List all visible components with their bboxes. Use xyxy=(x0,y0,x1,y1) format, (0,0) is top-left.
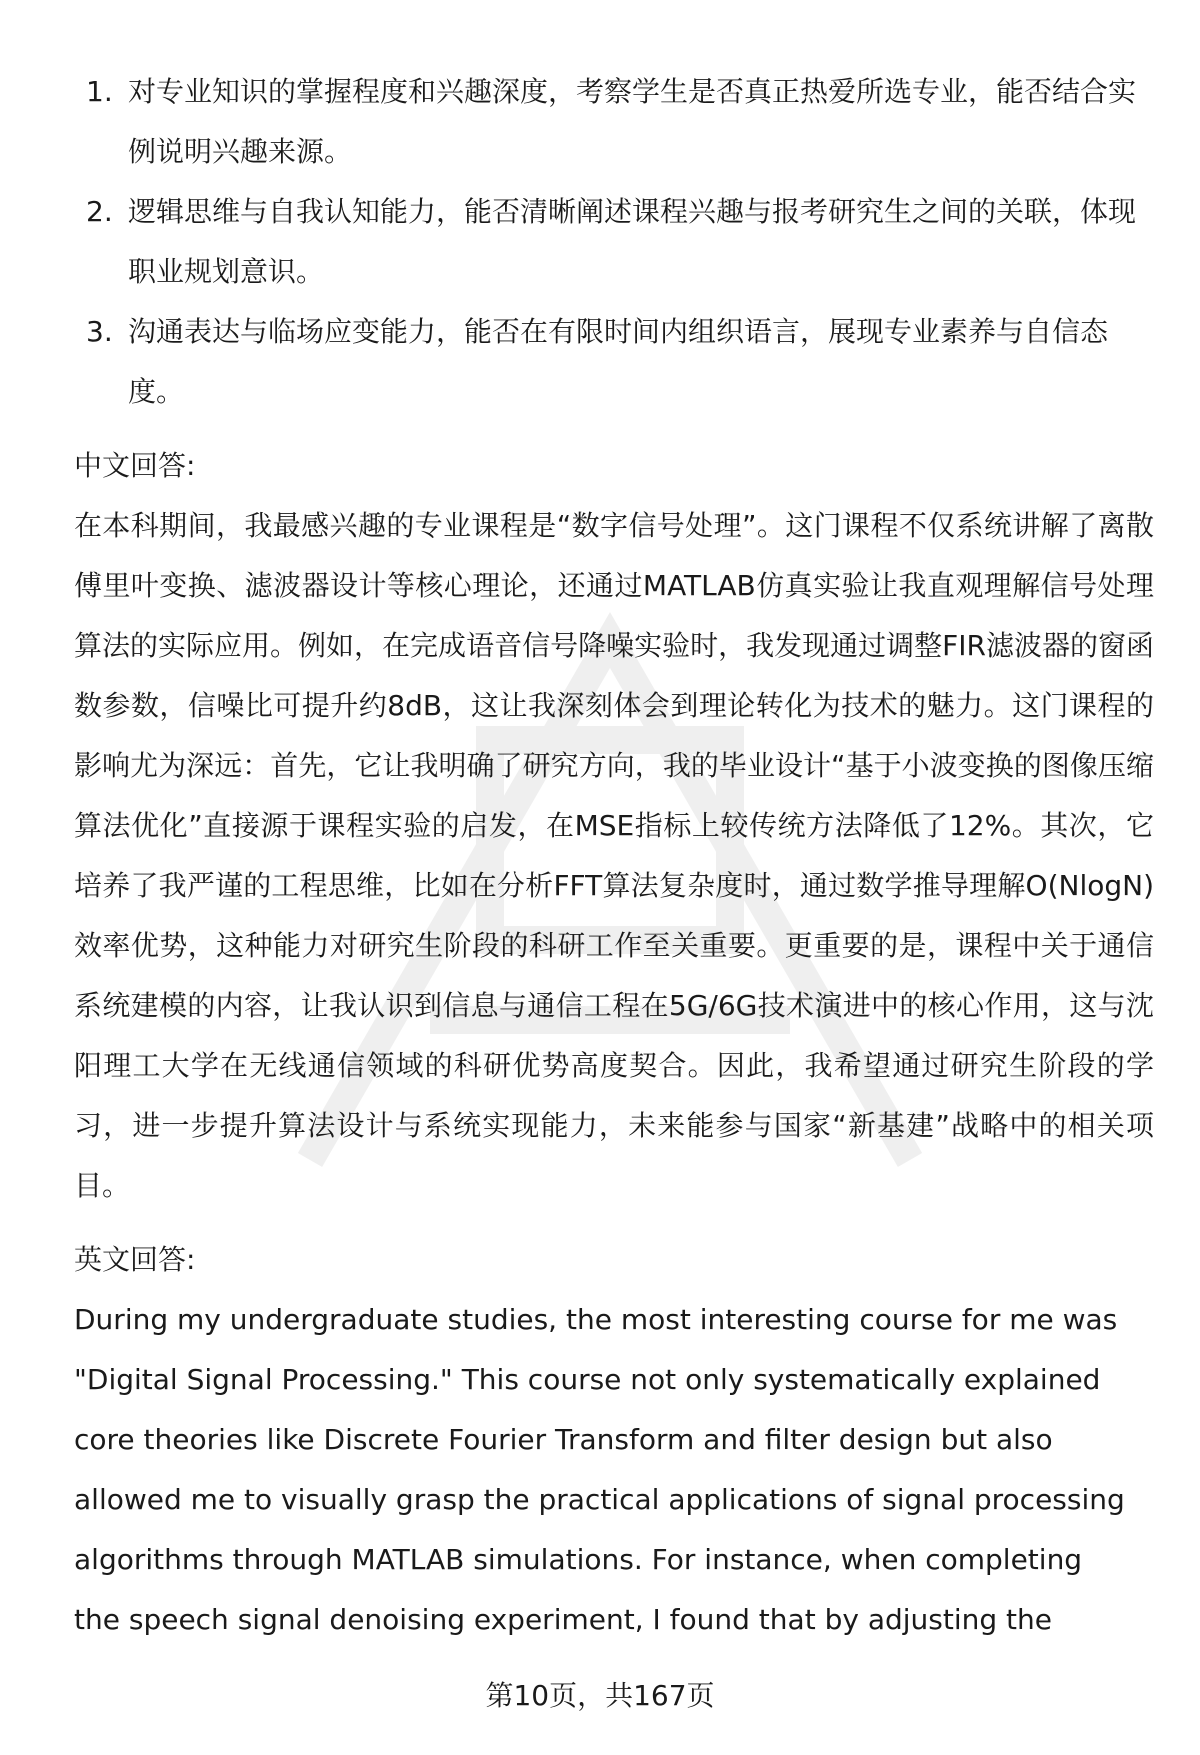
english-answer-line: allowed me to visually grasp the practical applications of signal processing xyxy=(74,1483,1125,1516)
list-item xyxy=(74,62,1154,182)
list-item-text: 逻辑思维与自我认知能力，能否清晰阐述课程兴趣与报考研究生之间的关联，体现职业规划意识。 xyxy=(128,195,1137,288)
list-item-text: 对专业知识的掌握程度和兴趣深度，考察学生是否真正热爱所选专业，能否结合实例说明兴趣来源。 xyxy=(128,75,1137,168)
list-item-text: 沟通表达与临场应变能力，能否在有限时间内组织语言，展现专业素养与自信态度。 xyxy=(128,315,1109,408)
english-answer-line: During my undergraduate studies, the most interesting course for me was xyxy=(74,1303,1118,1336)
list-item-number: 2. xyxy=(86,195,113,228)
list-item-number: 3. xyxy=(86,315,113,348)
chinese-answer-label: 中文回答: xyxy=(74,449,196,482)
english-answer-line: algorithms through MATLAB simulations. For instance, when completing xyxy=(74,1543,1083,1576)
english-answer-text xyxy=(74,1290,1154,1650)
list-item xyxy=(74,302,1154,422)
page-number-footer: 第10页，共167页 xyxy=(485,1679,715,1712)
english-answer-label: 英文回答: xyxy=(74,1243,196,1276)
english-answer-line: the speech signal denoising experiment, I found that by adjusting the xyxy=(74,1603,1052,1636)
english-answer-line: "Digital Signal Processing." This course not only systematically explained xyxy=(74,1363,1101,1396)
list-item-number: 1. xyxy=(86,75,113,108)
chinese-answer-text: 在本科期间，我最感兴趣的专业课程是“数字信号处理”。这门课程不仅系统讲解了离散傅里叶变换、滤波器设计等核心理论，还通过MATLAB仿真实验让我直观理解信号处理算法的实际应用。例如，在完成语音信号降噪实验时，我发现通过调整FIR滤波器的窗函数参数，信噪比可提升约8dB，这让我深刻体会到理论转化为技术的魅力。这门课程的影响尤为深远：首先，它让我明确了研究方向，我的毕业设计“基于小波变换的图像压缩算法优化”直接源于课程实验的启发，在MSE指标上较传统方法降低了12%。其次，它培养了我严谨的工程思维，比如在分析FFT算法复杂度时，通过数学推导理解O(NlogN)效率优势，这种能力对研究生阶段的科研工作至关重要。更重要的是，课程中关于通信系统建模的内容，让我认识到信息与通信工程在5G/6G技术演进中的核心作用，这与沈阳理工大学在无线通信领域的科研优势高度契合。因此，我希望通过研究生阶段的学习，进一步提升算法设计与系统实现能力，未来能参与国家“新基建”战略中的相关项目。 xyxy=(74,509,1154,1202)
criteria-list xyxy=(74,62,1154,422)
list-item xyxy=(74,182,1154,302)
english-answer-line: core theories like Discrete Fourier Transform and filter design but also xyxy=(74,1423,1053,1456)
main-content xyxy=(74,62,1154,1650)
